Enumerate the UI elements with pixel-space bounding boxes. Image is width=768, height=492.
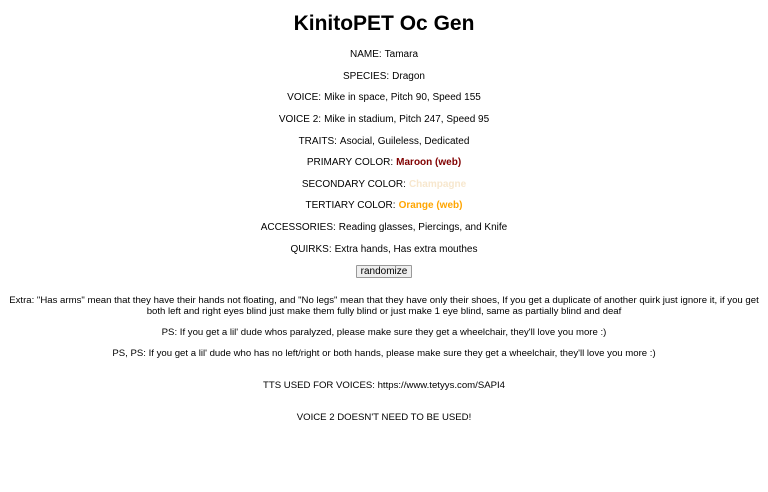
- name-value: Tamara: [384, 49, 419, 61]
- primary-color-row: [0, 152, 768, 174]
- page-title: KinitoPET Oc Gen: [293, 12, 475, 35]
- voice2-note: VOICE 2 DOESN'T NEED TO BE USED!: [296, 411, 472, 423]
- accessories-row: [0, 217, 768, 239]
- quirks-value: Extra hands, Has extra mouthes: [334, 243, 478, 255]
- voice2-label: VOICE 2:: [278, 114, 322, 126]
- voice-label: VOICE:: [287, 92, 322, 104]
- species-value: Dragon: [392, 70, 425, 82]
- extra-note: Extra: "Has arms" mean that they have their hands not floating, and "No legs" mean that they have only their shoes, If you get a duplicate of another quirk just ignore it, if you get both left and right eyes blind just make them fully blind or just make 1 eye blind, same as partially blind and deaf: [9, 294, 759, 317]
- traits-value: Asocial, Guileless, Dedicated: [339, 135, 470, 147]
- accessories-value: Reading glasses, Piercings, and Knife: [338, 222, 508, 234]
- primary-color-value: Maroon (web): [396, 157, 462, 169]
- traits-label: TRAITS:: [298, 135, 337, 147]
- tts-note: TTS USED FOR VOICES: https://www.tetyys.com/SAPI4: [262, 379, 506, 391]
- tertiary-color-label: TERTIARY COLOR:: [305, 200, 396, 212]
- secondary-color-label: SECONDARY COLOR:: [301, 178, 406, 190]
- name-label: NAME:: [349, 49, 382, 61]
- voice-row: [0, 87, 768, 109]
- randomize-button[interactable]: randomize: [356, 265, 413, 278]
- ps-note: PS: If you get a lil' dude whos paralyzed, please make sure they get a wheelchair, they'll love you more :): [161, 326, 607, 338]
- accessories-label: ACCESSORIES:: [260, 222, 336, 234]
- name-row: [0, 44, 768, 66]
- quirks-label: QUIRKS:: [290, 243, 332, 255]
- voice2-value: Mike in stadium, Pitch 247, Speed 95: [324, 114, 490, 126]
- randomize-container: [0, 261, 768, 275]
- secondary-color-value: Champagne: [408, 178, 467, 190]
- tertiary-color-value: Orange (web): [398, 200, 463, 212]
- ps-ps-note: PS, PS: If you get a lil' dude who has no left/right or both hands, please make sure they get a wheelchair, they'll love you more :): [112, 347, 656, 359]
- tertiary-color-row: [0, 195, 768, 217]
- quirks-row: [0, 238, 768, 260]
- species-label: SPECIES:: [343, 70, 390, 82]
- primary-color-label: PRIMARY COLOR:: [306, 157, 394, 169]
- species-row: [0, 66, 768, 88]
- voice-value: Mike in space, Pitch 90, Speed 155: [324, 92, 481, 104]
- voice2-row: [0, 109, 768, 131]
- traits-row: [0, 130, 768, 152]
- secondary-color-row: [0, 174, 768, 196]
